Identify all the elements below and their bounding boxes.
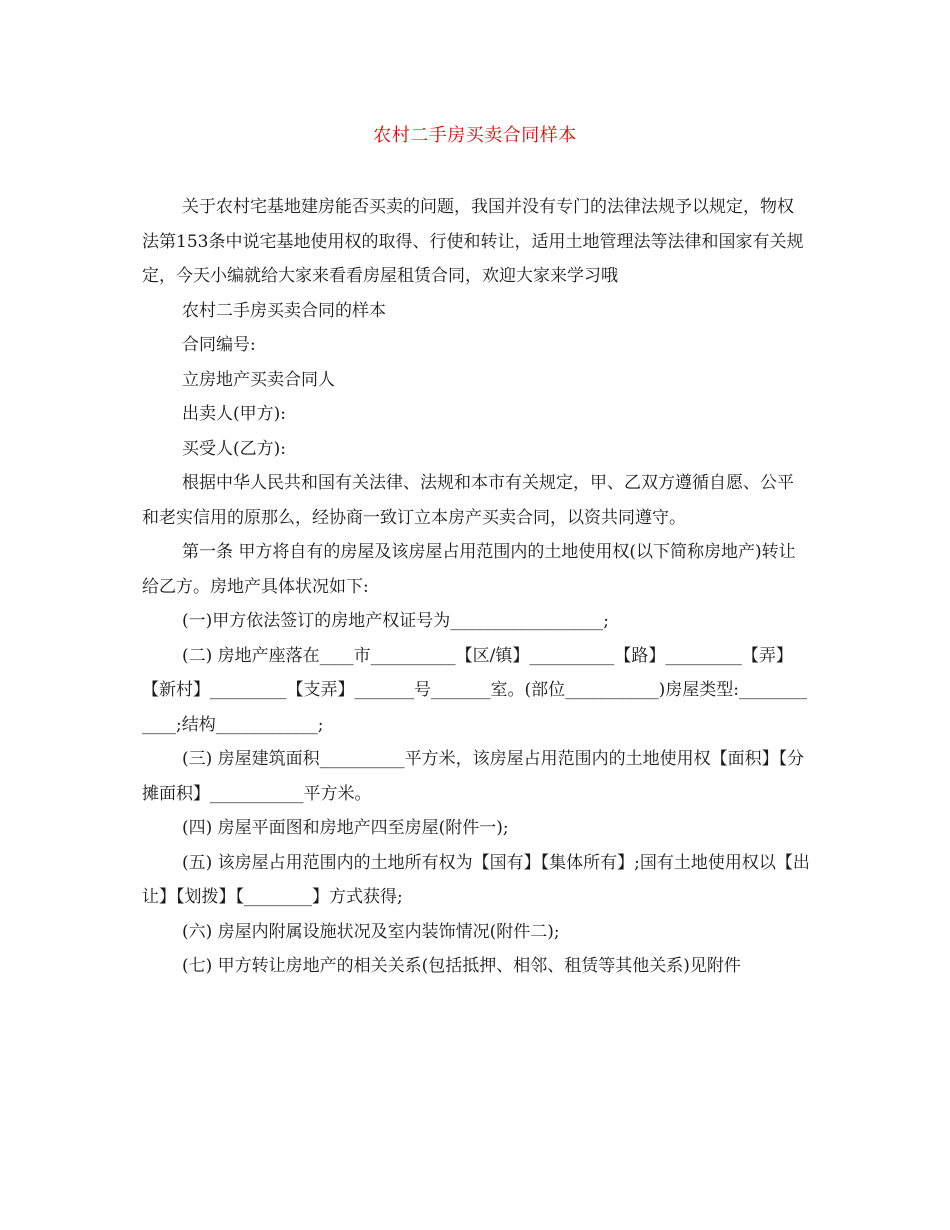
paragraph-sample-heading: 农村二手房买卖合同的样本 [182,300,386,321]
paragraph-item-1: (一)甲方依法签订的房地产权证号为__________________; [182,611,609,631]
document-title: 农村二手房买卖合同样本 [373,125,577,146]
paragraph-item-3: (三) 房屋建筑面积__________平方米，该房屋占用范围内的土地使用权【面积】【分摊面积】___________平方米。 [142,749,805,804]
paragraph-article-1: 第一条 甲方将自有的房屋及该房屋占用范围内的土地使用权(以下简称房地产)转让给乙方。房地产具体状况如下: [142,542,796,597]
paragraph-buyer: 买受人(乙方): [182,438,286,459]
paragraph-basis: 根据中华人民共和国有关法律、法规和本市有关规定，甲、乙双方遵循自愿、公平和老实信用的原那么，经协商一致订立本房产买卖合同，以资共同遵守。 [142,473,794,528]
paragraph-item-4: (四) 房屋平面图和房地产四至房屋(附件一); [182,818,509,838]
paragraph-item-7: (七) 甲方转让房地产的相关关系(包括抵押、相邻、租赁等其他关系)见附件 [182,956,741,976]
paragraph-intro: 关于农村宅基地建房能否买卖的问题，我国并没有专门的法律法规予以规定，物权法第153条中说宅基地使用权的取得、行使和转让，适用土地管理法等法律和国家有关规定，今天小编就给大家来看看房屋租赁合同，欢迎大家来学习哦 [142,197,804,286]
paragraph-item-2: (二) 房地产座落在____市__________【区/镇】__________【路】_________【弄】【新村】_________【支弄】_______号_______室。(部位___________)房屋类型:____________;结构____________; [142,645,807,735]
paragraph-contract-number: 合同编号: [182,335,256,355]
paragraph-seller: 出卖人(甲方): [182,404,286,424]
paragraph-contract-parties: 立房地产买卖合同人 [182,369,335,390]
document-body [142,190,810,984]
paragraph-item-6: (六) 房屋内附属设施状况及室内装饰情况(附件二); [182,921,560,942]
paragraph-item-5: (五) 该房屋占用范围内的土地所有权为【国有】【集体所有】;国有土地使用权以【出让】【划拨】【________】方式获得; [142,852,810,907]
